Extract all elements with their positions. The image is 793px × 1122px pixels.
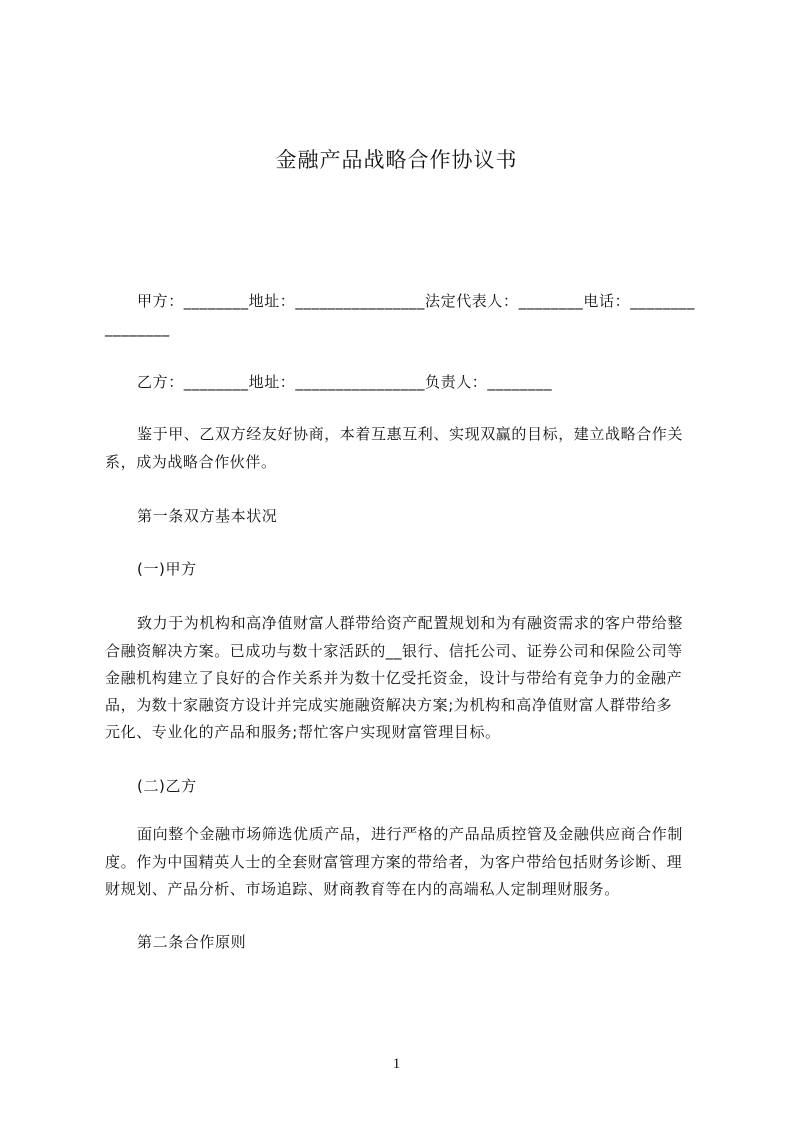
section-b-line: 度。作为中国精英人士的全套财富管理方案的带给者，为客户带给包括财务诊断、理 [105,853,683,871]
section-a-heading: (一)甲方 [137,560,197,578]
section-b-line: 面向整个金融市场筛选优质产品，进行严格的产品品质控管及金融供应商合作制 [137,825,684,843]
section-a-line: 品，为数十家融资方设计并完成实施融资解决方案;为机构和高净值财富人群带给多 [105,696,673,714]
section-b-heading: (二)乙方 [137,777,197,795]
article2-heading: 第二条合作原则 [137,933,247,951]
preamble-line: 鉴于甲、乙双方经友好协商，本着互惠互利、实现双赢的目标，建立战略合作关 [137,425,684,443]
section-a-line: 元化、专业化的产品和服务;帮忙客户实现财富管理目标。 [105,723,501,741]
party-a-line-cont: ________ [105,319,170,337]
document-title: 金融产品战略合作协议书 [275,148,518,172]
page-number: 1 [392,1056,401,1072]
party-a-line: 甲方：________地址：________________法定代表人：________电话：________ [137,292,696,310]
section-b-line: 财规划、产品分析、市场追踪、财商教育等在内的高端私人定制理财服务。 [105,880,620,898]
section-a-line: 金融机构建立了良好的合作关系并为数十亿受托资金，设计与带给有竞争力的金融产 [105,669,683,687]
party-b-line: 乙方：________地址：________________负责人：________ [137,373,553,391]
section-a-line: 合融资解决方案。已成功与数十家活跃的__银行、信托公司、证券公司和保险公司等 [105,642,683,660]
preamble-line: 系，成为战略合作伙伴。 [105,453,277,471]
section-a-line: 致力于为机构和高净值财富人群带给资产配置规划和为有融资需求的客户带给整 [137,614,684,632]
article1-heading: 第一条双方基本状况 [137,507,278,525]
